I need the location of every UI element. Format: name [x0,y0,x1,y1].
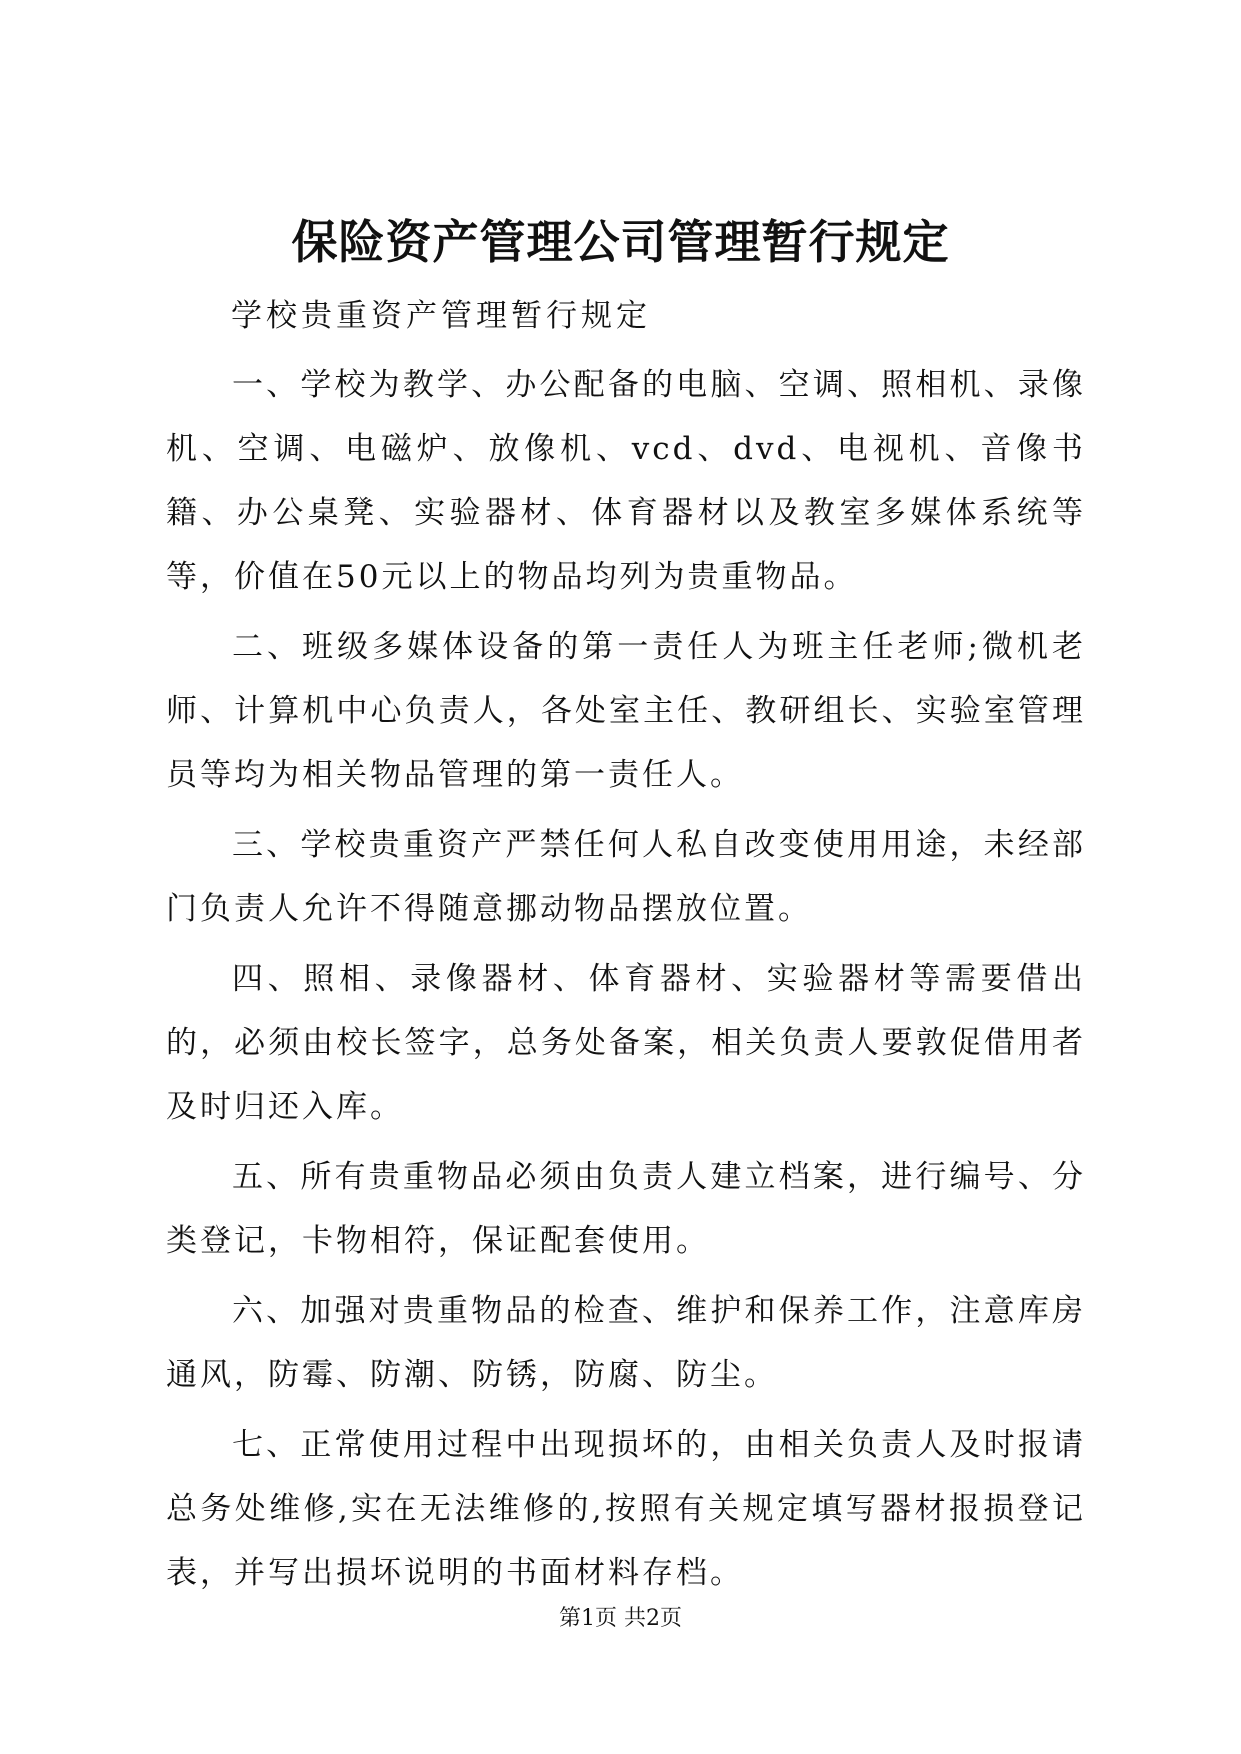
page-title: 保险资产管理公司管理暂行规定 [291,215,950,269]
paragraph-7: 七、正常使用过程中出现损坏的，由相关负责人及时报请总务处维修,实在无法维修的,按照有关规定填写器材报损登记表，并写出损坏说明的书面材料存档。 [166,1427,1086,1591]
paragraph-6: 六、加强对贵重物品的检查、维护和保养工作，注意库房通风，防霉、防潮、防锈，防腐、防尘。 [166,1293,1086,1393]
paragraph-5: 五、所有贵重物品必须由负责人建立档案，进行编号、分类登记，卡物相符，保证配套使用。 [166,1159,1086,1259]
paragraph-1: 一、学校为教学、办公配备的电脑、空调、照相机、录像机、空调、电磁炉、放像机、vcd、dvd、电视机、音像书籍、办公桌凳、实验器材、体育器材以及教室多媒体系统等等，价值在50元以上的物品均列为贵重物品。 [166,367,1086,595]
page-footer: 第1页 共2页 [559,1606,682,1631]
document-body [166,353,1086,1611]
document-subtitle: 学校贵重资产管理暂行规定 [231,298,651,334]
paragraph-2: 二、班级多媒体设备的第一责任人为班主任老师;微机老师、计算机中心负责人，各处室主任、教研组长、实验室管理员等均为相关物品管理的第一责任人。 [166,629,1086,793]
paragraph-3: 三、学校贵重资产严禁任何人私自改变使用用途，未经部门负责人允许不得随意挪动物品摆放位置。 [166,827,1086,927]
paragraph-4: 四、照相、录像器材、体育器材、实验器材等需要借出的，必须由校长签字，总务处备案，相关负责人要敦促借用者及时归还入库。 [166,961,1086,1125]
